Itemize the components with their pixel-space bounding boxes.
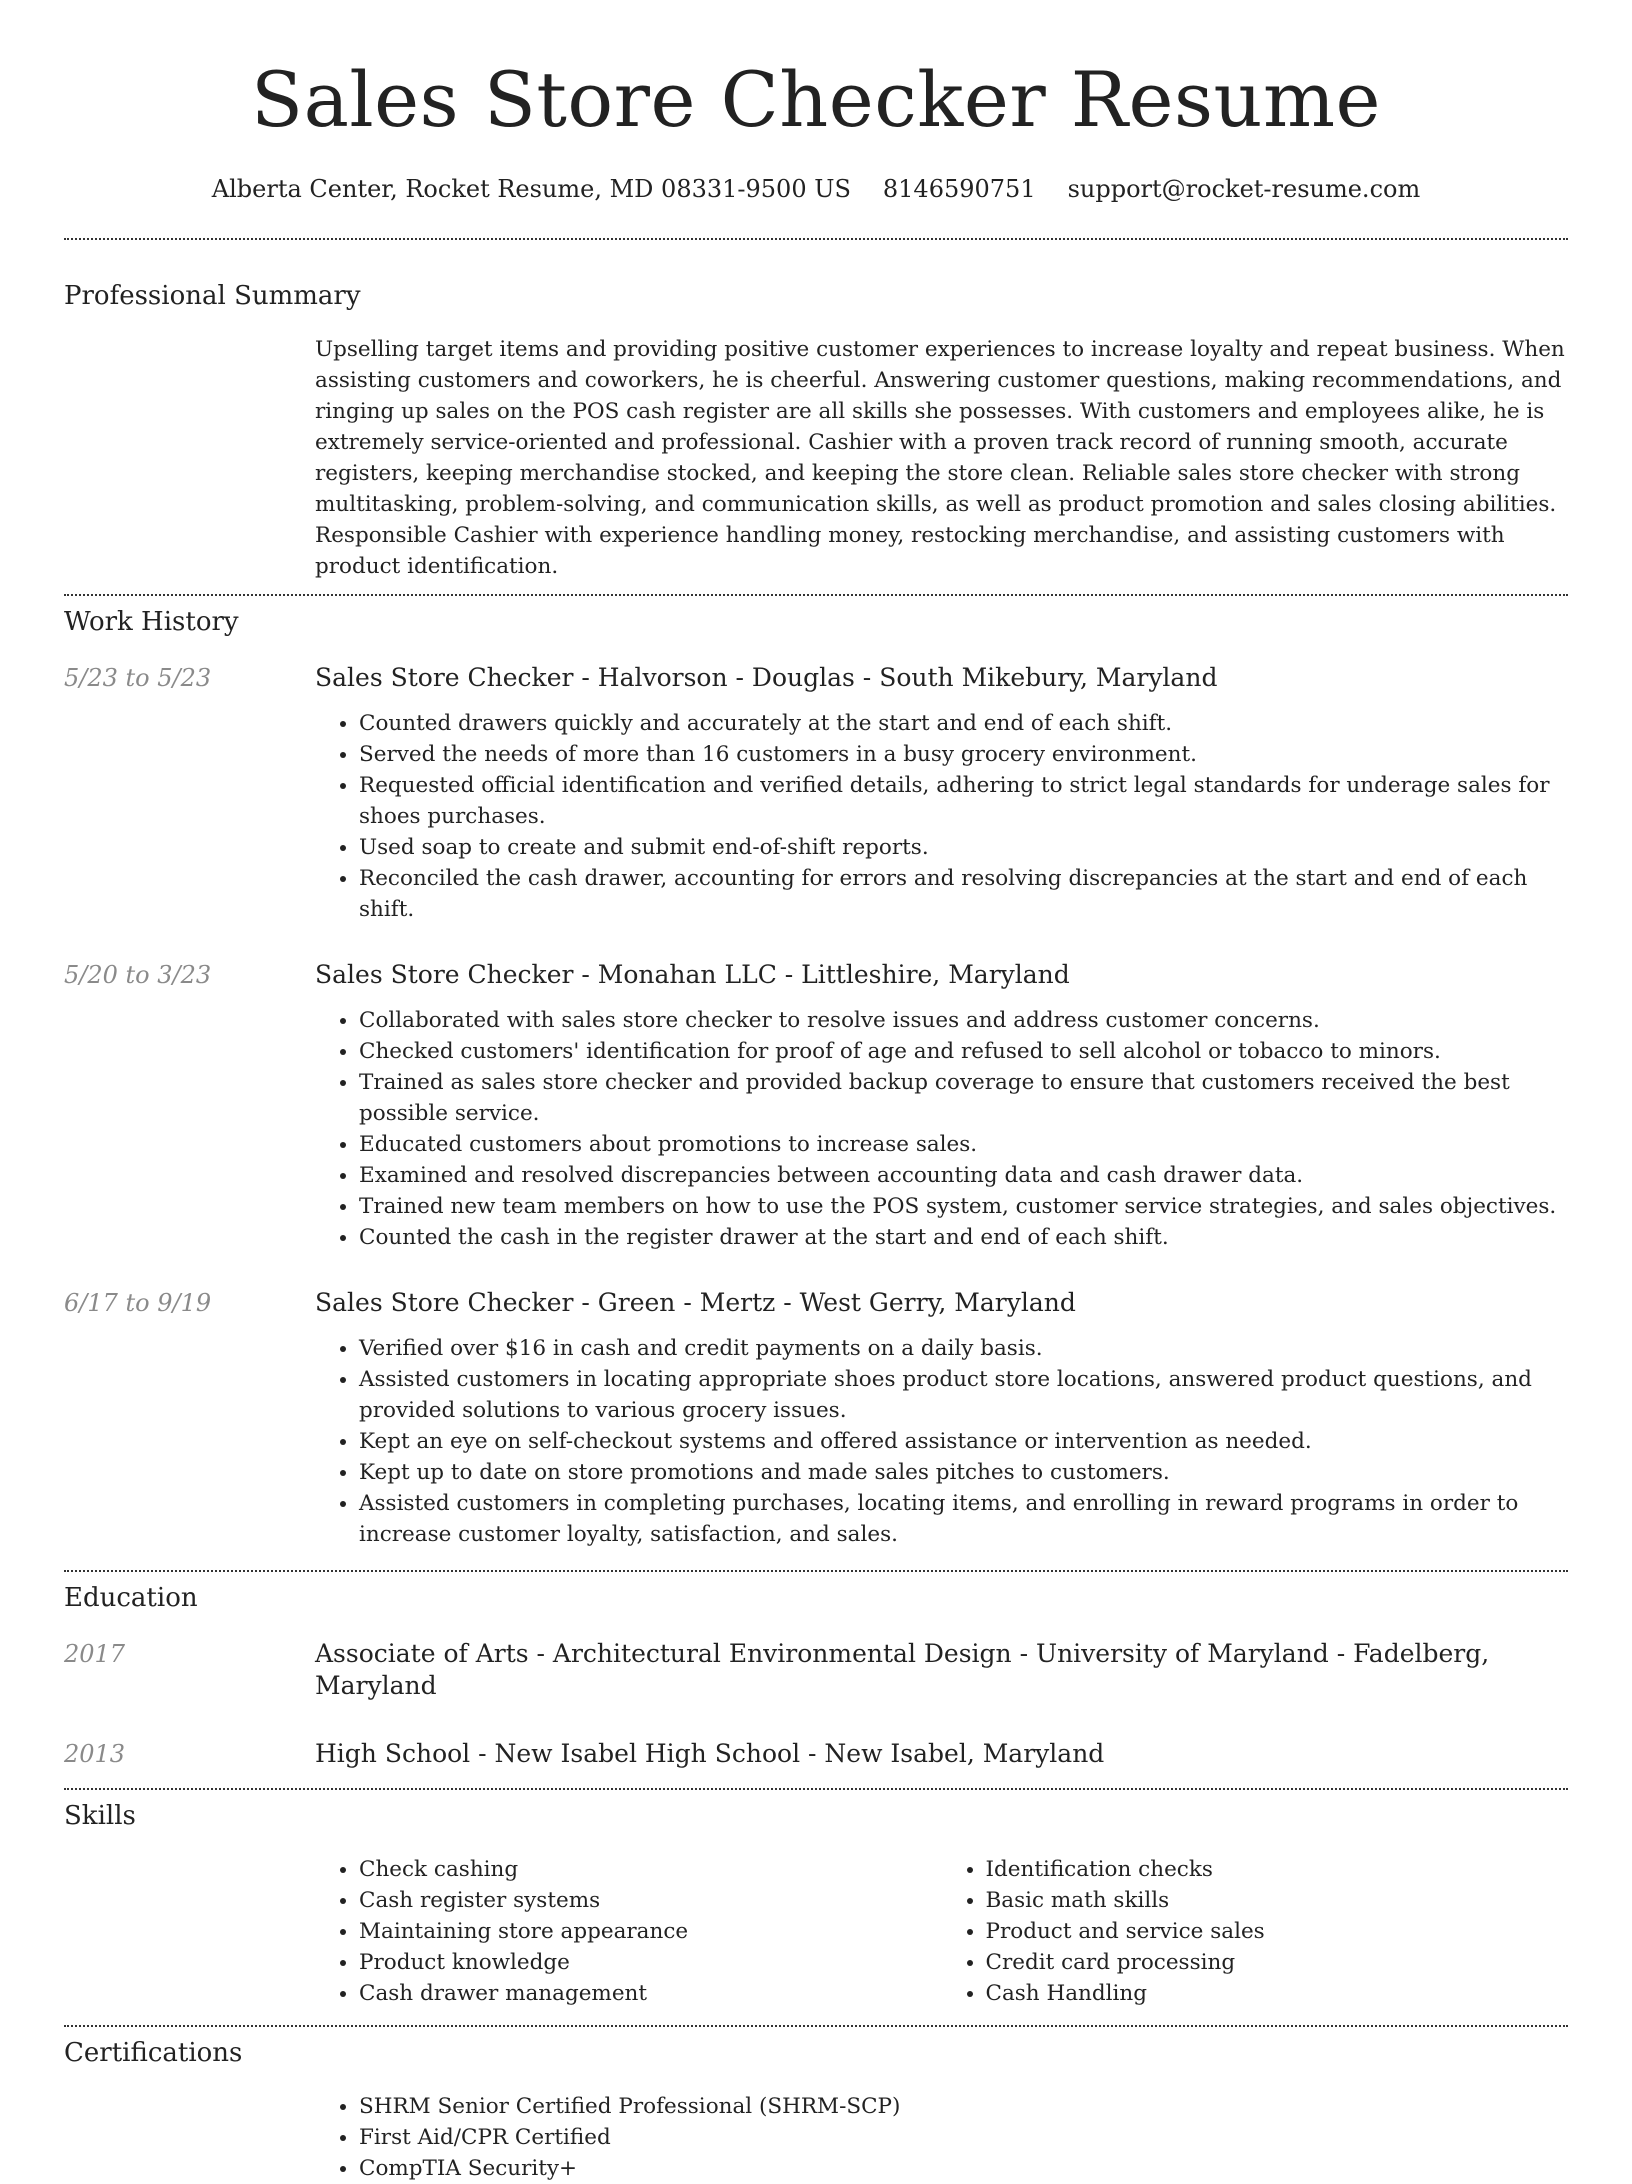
- job-bullets: [315, 1005, 1568, 1253]
- list-item: • Basic math skills: [986, 1885, 1569, 1916]
- job-dates: 6/17 to 9/19: [64, 1289, 212, 1317]
- list-item: • Kept up to date on store promotions and made sales pitches to customers.: [359, 1457, 1568, 1488]
- education-entry: [64, 1638, 1568, 1702]
- contact-line: [64, 174, 1568, 204]
- skills-list-left: [315, 1854, 942, 2009]
- job-bullets: [315, 708, 1568, 925]
- skills-section-title: Skills: [64, 1801, 136, 1831]
- list-item: • Examined and resolved discrepancies between accounting data and cash drawer data.: [359, 1160, 1568, 1191]
- job-heading: Sales Store Checker - Halvorson - Douglas - South Mikebury, Maryland: [315, 663, 1218, 692]
- list-item: • Checked customers' identification for proof of age and refused to sell alcohol or tobacco to minors.: [359, 1036, 1568, 1067]
- list-item: • Kept an eye on self-checkout systems and offered assistance or intervention as needed.: [359, 1426, 1568, 1457]
- list-item: • First Aid/CPR Certified: [359, 2122, 1568, 2153]
- job-entry: [64, 1287, 1568, 1550]
- list-item: • Counted the cash in the register drawer at the start and end of each shift.: [359, 1222, 1568, 1253]
- job-entry: [64, 662, 1568, 925]
- list-item: • Used soap to create and submit end-of-shift reports.: [359, 832, 1568, 863]
- list-item: • CompTIA Security+: [359, 2153, 1568, 2184]
- list-item: • Counted drawers quickly and accurately at the start and end of each shift.: [359, 708, 1568, 739]
- job-dates: 5/23 to 5/23: [64, 664, 212, 692]
- section-divider: [64, 238, 1568, 240]
- education-section-title: Education: [64, 1583, 198, 1613]
- education-heading: High School - New Isabel High School - New Isabel, Maryland: [315, 1739, 1105, 1768]
- list-item: • Identification checks: [986, 1854, 1569, 1885]
- education-entry: [64, 1738, 1568, 1770]
- job-bullets: [315, 1333, 1568, 1550]
- list-item: • Educated customers about promotions to increase sales.: [359, 1129, 1568, 1160]
- job-dates: 5/20 to 3/23: [64, 961, 212, 989]
- contact-email: support@rocket-resume.com: [1067, 175, 1421, 203]
- section-divider: [64, 1788, 1568, 1790]
- list-item: • Collaborated with sales store checker to resolve issues and address customer concerns.: [359, 1005, 1568, 1036]
- list-item: • Cash drawer management: [359, 1978, 942, 2009]
- list-item: • Trained as sales store checker and provided backup coverage to ensure that customers received the best possible service.: [359, 1067, 1568, 1129]
- work-section-title: Work History: [64, 607, 239, 637]
- list-item: • Maintaining store appearance: [359, 1916, 942, 1947]
- list-item: • Cash register systems: [359, 1885, 942, 1916]
- job-heading: Sales Store Checker - Monahan LLC - Littleshire, Maryland: [315, 960, 1070, 989]
- contact-phone: 8146590751: [882, 175, 1036, 203]
- list-item: • Cash Handling: [986, 1978, 1569, 2009]
- certifications-section-title: Certifications: [64, 2038, 243, 2068]
- list-item: • Check cashing: [359, 1854, 942, 1885]
- contact-address: Alberta Center, Rocket Resume, MD 08331-9500 US: [211, 175, 851, 203]
- job-entry: [64, 959, 1568, 1253]
- list-item: • Assisted customers in completing purchases, locating items, and enrolling in reward programs in order to increase customer loyalty, satisfaction, and sales.: [359, 1488, 1568, 1550]
- section-divider: [64, 594, 1568, 596]
- list-item: • Assisted customers in locating appropriate shoes product store locations, answered product questions, and provided solutions to various grocery issues.: [359, 1364, 1568, 1426]
- list-item: • Verified over $16 in cash and credit payments on a daily basis.: [359, 1333, 1568, 1364]
- section-divider: [64, 1570, 1568, 1572]
- list-item: • Product and service sales: [986, 1916, 1569, 1947]
- list-item: • Served the needs of more than 16 customers in a busy grocery environment.: [359, 739, 1568, 770]
- list-item: • Requested official identification and verified details, adhering to strict legal standards for underage sales for shoes purchases.: [359, 770, 1568, 832]
- education-heading: Associate of Arts - Architectural Environmental Design - University of Maryland - Fadelberg, Maryland: [315, 1639, 1490, 1700]
- skills-list-right: [942, 1854, 1569, 2009]
- list-item: • Product knowledge: [359, 1947, 942, 1978]
- certifications-list: [315, 2091, 1568, 2184]
- page-title: Sales Store Checker Resume: [251, 55, 1381, 144]
- list-item: • SHRM Senior Certified Professional (SHRM-SCP): [359, 2091, 1568, 2122]
- summary-section-title: Professional Summary: [64, 281, 361, 311]
- skills-grid: [315, 1854, 1568, 2009]
- list-item: • Credit card processing: [986, 1947, 1569, 1978]
- job-heading: Sales Store Checker - Green - Mertz - West Gerry, Maryland: [315, 1288, 1076, 1317]
- section-divider: [64, 2025, 1568, 2027]
- education-year: 2013: [64, 1740, 126, 1768]
- list-item: • Reconciled the cash drawer, accounting for errors and resolving discrepancies at the start and end of each shift.: [359, 863, 1568, 925]
- certifications-block: [315, 2091, 1568, 2184]
- list-item: • Trained new team members on how to use the POS system, customer service strategies, and sales objectives.: [359, 1191, 1568, 1222]
- summary-text: Upselling target items and providing positive customer experiences to increase loyalty and repeat business. When assisting customers and coworkers, he is cheerful. Answering customer questions, making recommendations, and ringing up sales on the POS cash register are all skills she possesses. With customers and employees alike, he is extremely service-oriented and professional. Cashier with a proven track record of running smooth, accurate registers, keeping merchandise stocked, and keeping the store clean. Reliable sales store checker with strong multitasking, problem-solving, and communication skills, as well as product promotion and sales closing abilities. Responsible Cashier with experience handling money, restocking merchandise, and assisting customers with product identification.: [315, 337, 1565, 579]
- education-year: 2017: [64, 1640, 126, 1668]
